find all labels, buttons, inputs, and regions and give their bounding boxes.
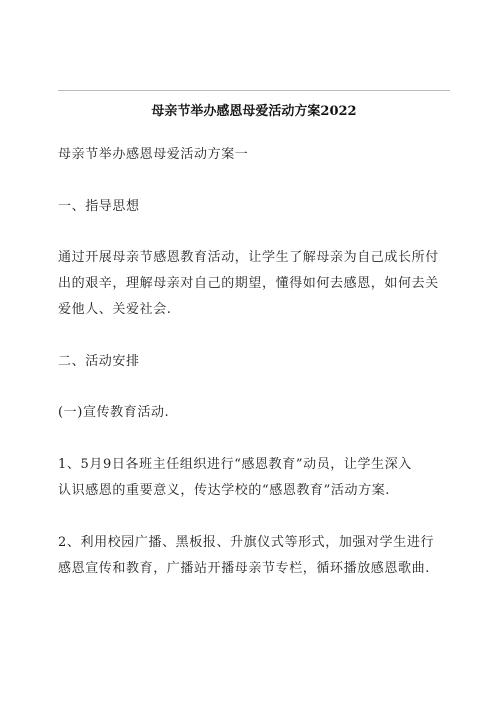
document-subtitle: 母亲节举办感恩母爱活动方案一 (58, 147, 249, 162)
list-item-line: 认识感恩的重要意义，传达学校的“感恩教育”活动方案. (58, 483, 391, 498)
subsection-heading-publicity: (一)宣传教育活动. (58, 405, 170, 420)
paragraph-line: 通过开展母亲节感恩教育活动，让学生了解母亲为自己成长所付 (58, 250, 439, 265)
section-heading-activity-arrangement: 二、活动安排 (58, 354, 140, 369)
paragraph-line: 爱他人、关爱社会. (58, 302, 172, 317)
document-title: 母亲节举办感恩母爱活动方案2022 (151, 104, 357, 119)
list-item-line: 2、利用校园广播、黑板报、升旗仪式等形式，加强对学生进行 (58, 535, 435, 550)
section-heading-guiding-thought: 一、指导思想 (58, 199, 140, 214)
list-item-line: 感恩宣传和教育，广播站开播母亲节专栏，循环播放感恩歌曲. (58, 561, 430, 576)
header-rule (58, 90, 450, 91)
list-item-line: 1、5月9日各班主任组织进行“感恩教育”动员，让学生深入 (58, 457, 412, 472)
paragraph-line: 出的艰辛，理解母亲对自己的期望，懂得如何去感恩，如何去关 (58, 276, 439, 291)
